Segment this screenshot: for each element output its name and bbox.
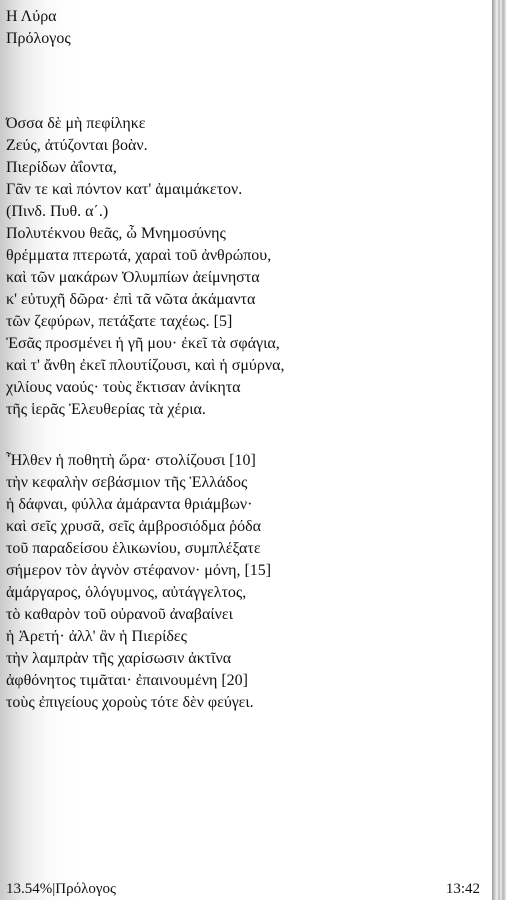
poem-line: καὶ τῶν μακάρων Ὀλυμπίων ἀείμνηστα <box>6 269 260 286</box>
poem-line: τὸ καθαρὸν τοῦ οὐρανοῦ ἀναβαίνει <box>6 606 233 623</box>
poem-line: Πολυτέκνου θεᾶς, ὦ Μνημοσύνης <box>6 225 226 242</box>
poem-line: Ζεύς, ἀτύζονται βοὰν. <box>6 137 148 154</box>
stanza-2 <box>6 450 271 714</box>
status-footer <box>0 878 492 900</box>
poem-line: θρέμματα πτερωτά, χαραὶ τοῦ ἀνθρώπου, <box>6 247 272 264</box>
clock-time: 13:42 <box>445 881 480 897</box>
poem-line: Ἦλθεν ἡ ποθητὴ ὥρα· στολίζουσι [10] <box>6 452 256 469</box>
poem-line: ἡ Ἀρετή· ἀλλ' ἂν ἡ Πιερίδες <box>6 628 187 645</box>
poem-line: Γᾶν τε καὶ πόντον κατ' ἀμαιμάκετον. <box>6 181 243 198</box>
chapter-title: Πρόλογος <box>6 30 71 47</box>
poem-line: Ἐσᾶς προσμένει ἡ γῆ μου· ἐκεῖ τὰ σφάγια, <box>6 335 280 352</box>
poem-line: τὴν κεφαλὴν σεβάσμιον τῆς Ἑλλάδος <box>6 474 248 491</box>
poem-line: Πιερίδων ἀΐοντα, <box>6 159 117 176</box>
poem-line: τοὺς ἐπιγείους χοροὺς τότε δὲν φεύγει. <box>6 694 254 711</box>
poem-line: ἀφθόνητος τιμᾶται· ἐπαινουμένη [20] <box>6 672 248 689</box>
poem-line: τῆς ἱερᾶς Ἐλευθερίας τὰ χέρια. <box>6 401 206 418</box>
poem-line: κ' εὐτυχῆ δῶρα· ἐπὶ τᾶ νῶτα ἀκάμαντα <box>6 291 256 308</box>
poem-line: τὴν λαμπρὰν τῆς χαρίσωσιν ἀκτῖνα <box>6 650 232 667</box>
poem-line: Όσσα δὲ μὴ πεφίληκε <box>6 115 146 132</box>
poem-line: ἡ δάφναι, φύλλα ἀμάραντα θριάμβων· <box>6 496 253 513</box>
poem-line: καὶ σεῖς χρυσᾶ, σεῖς ἀμβροσιόδμα ῥόδα <box>6 518 262 535</box>
page-curl-edge[interactable] <box>492 0 506 900</box>
stanza-1 <box>6 113 284 421</box>
book-title: Η Λύρα <box>6 8 57 25</box>
reading-progress: 13.54%|Πρόλογος <box>6 881 116 897</box>
poem-line: χιλίους ναούς· τοὺς ἔκτισαν ἀνίκητα <box>6 379 241 396</box>
page-header <box>6 6 71 50</box>
poem-line: καὶ τ' ἄνθη ἐκεῖ πλουτίζουσι, καὶ ἡ σμύρνα, <box>6 357 285 374</box>
poem-line: σήμερον τὸν ἁγνὸν στέφανον· μόνη, [15] <box>6 562 272 579</box>
poem-line: ἀμάργαρος, ὁλόγυμνος, αὐτάγγελτος, <box>6 584 247 601</box>
poem-line: τοῦ παραδείσου ἑλικωνίου, συμπλέξατε <box>6 540 261 557</box>
poem-line: (Πινδ. Πυθ. α΄.) <box>6 203 109 220</box>
poem-line: τῶν ζεφύρων, πετάξατε ταχέως. [5] <box>6 313 233 330</box>
